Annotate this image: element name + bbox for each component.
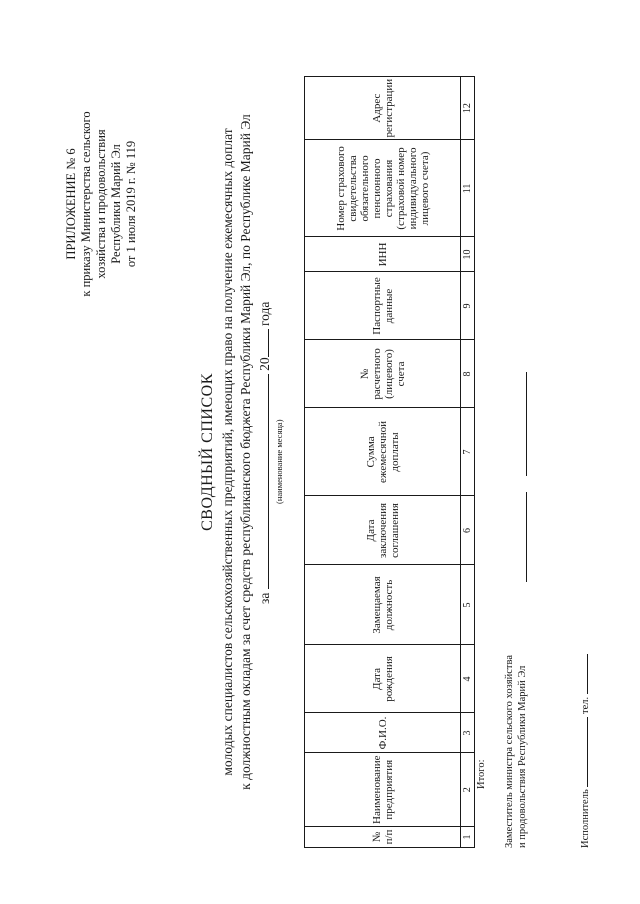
year-blank — [256, 329, 269, 357]
header-cell: Замещаемая должность — [305, 565, 461, 645]
appendix-block — [64, 84, 139, 324]
deputy-minister-line-2: и продовольствия Республики Марий Эл — [517, 665, 528, 848]
header-cell: Адрес регистрации — [305, 76, 461, 140]
appendix-republic-line: Республики Марий Эл — [109, 144, 123, 264]
appendix-title: ПРИЛОЖЕНИЕ № 6 — [64, 148, 78, 260]
column-number: 3 — [461, 713, 475, 753]
document-subtitle-1: молодых специалистов сельскохозяйственных предприятий, имеющих право на получение ежемесячных доплат — [220, 128, 235, 776]
executor-line — [577, 654, 592, 848]
appendix-date-line: от 1 июля 2019 г. № 119 — [124, 140, 138, 268]
summary-table — [304, 76, 475, 848]
table-column-numbers-row — [461, 76, 475, 847]
header-cell: Ф.И.О. — [305, 713, 461, 753]
appendix-ministry-line: хозяйства и продовольствия — [94, 129, 108, 279]
column-number: 8 — [461, 340, 475, 408]
header-cell: Сумма ежемесячной доплаты — [305, 408, 461, 496]
month-blank — [256, 374, 269, 589]
executor-label: Исполнитель — [580, 789, 591, 848]
signature-line — [526, 492, 527, 582]
header-cell: № п/п — [305, 827, 461, 848]
column-number: 1 — [461, 827, 475, 848]
header-cell: Наименование предприятия — [305, 753, 461, 827]
document-title: СВОДНЫЙ СПИСОК — [199, 373, 216, 531]
header-cell: Дата заключения соглашения — [305, 496, 461, 565]
deputy-minister-block — [503, 655, 529, 848]
period-year: 20 — [257, 357, 272, 371]
header-cell: ИНН — [305, 237, 461, 272]
column-number: 5 — [461, 565, 475, 645]
header-cell: Паспортные данные — [305, 272, 461, 340]
column-number: 12 — [461, 76, 475, 140]
column-number: 7 — [461, 408, 475, 496]
total-label: Итого: — [476, 759, 487, 789]
column-number: 4 — [461, 645, 475, 713]
period-suffix: года — [257, 301, 272, 327]
executor-blank — [577, 717, 588, 787]
period-prefix: за — [257, 592, 272, 604]
column-number: 11 — [461, 140, 475, 237]
month-caption: (наименование месяца) — [274, 419, 284, 504]
column-number: 9 — [461, 272, 475, 340]
document-subtitle-2: к должностным окладам за счет средств республиканского бюджета Республики Марий Эл, по Республике Марий Эл — [238, 114, 253, 790]
column-number: 10 — [461, 237, 475, 272]
table-header-row — [305, 76, 461, 847]
header-cell: Номер страхового свидетельства обязательного пенсионного страхования (страховой номер индивидуального лицевого счета) — [305, 140, 461, 237]
column-number: 2 — [461, 753, 475, 827]
appendix-order-line: к приказу Министерства сельского — [79, 111, 93, 297]
phone-label: тел. — [580, 696, 591, 715]
phone-blank — [577, 654, 588, 694]
deputy-minister-line-1: Заместитель министра сельского хозяйства — [504, 655, 515, 848]
period-line — [256, 302, 273, 604]
header-cell: Дата рождения — [305, 645, 461, 713]
signature-name-line — [526, 372, 527, 476]
column-number: 6 — [461, 496, 475, 565]
header-cell: № расчетного (лицевого) счета — [305, 340, 461, 408]
